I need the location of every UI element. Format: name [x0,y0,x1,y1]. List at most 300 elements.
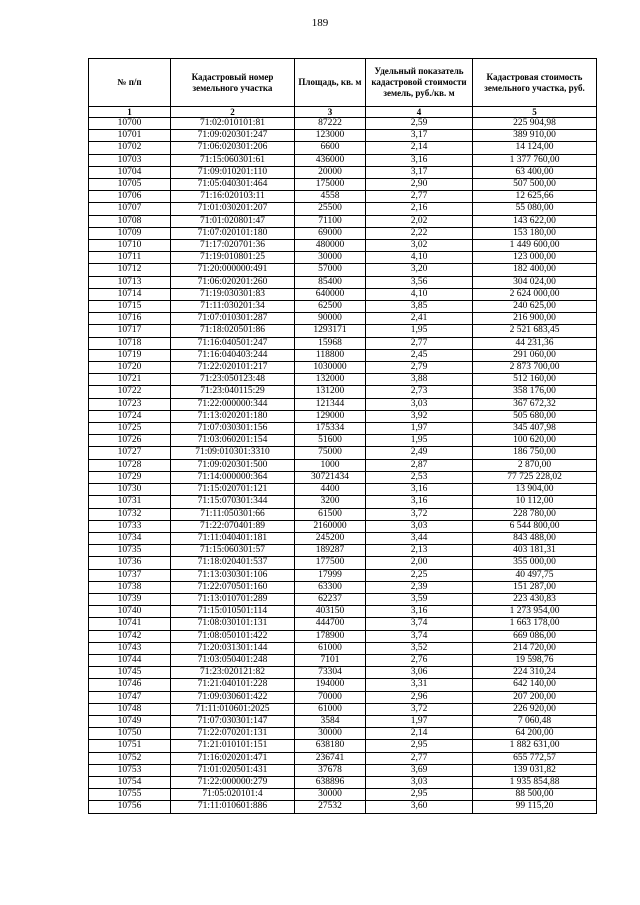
cadastral-number-cell: 71:23:050123:48 [171,374,295,386]
unit-value-cell: 1,97 [366,715,473,727]
table-row [89,545,597,557]
row-number-cell: 10755 [89,789,171,801]
unit-value-cell: 3,88 [366,374,473,386]
row-number-cell: 10752 [89,752,171,764]
cadastral-value-cell: 345 407,98 [473,423,597,435]
unit-value-cell: 3,16 [366,606,473,618]
area-cell: 177500 [295,557,366,569]
cadastral-value-cell: 403 181,31 [473,545,597,557]
row-number-cell: 10700 [89,118,171,130]
row-number-cell: 10747 [89,691,171,703]
cadastral-number-cell: 71:16:040403:244 [171,349,295,361]
area-cell: 640000 [295,288,366,300]
area-cell: 61000 [295,642,366,654]
table-row [89,740,597,752]
cadastral-number-cell: 71:22:020101:217 [171,362,295,374]
table-row [89,728,597,740]
cadastral-value-cell: 1 273 954,00 [473,606,597,618]
table-row [89,801,597,813]
column-number: 2 [171,107,295,118]
cadastral-number-cell: 71:11:030201:34 [171,301,295,313]
column-number: 4 [366,107,473,118]
row-number-cell: 10741 [89,618,171,630]
cadastral-number-cell: 71:15:070301:344 [171,496,295,508]
table-row [89,398,597,410]
cadastral-value-cell: 14 124,00 [473,142,597,154]
area-cell: 51600 [295,435,366,447]
cadastral-value-cell: 10 112,00 [473,496,597,508]
table-row [89,288,597,300]
area-cell: 638180 [295,740,366,752]
column-number: 5 [473,107,597,118]
row-number-cell: 10742 [89,630,171,642]
area-cell: 175334 [295,423,366,435]
unit-value-cell: 2,90 [366,179,473,191]
row-number-cell: 10728 [89,459,171,471]
table-row [89,313,597,325]
table-row [89,386,597,398]
cadastral-number-cell: 71:09:010301:3310 [171,447,295,459]
unit-value-cell: 2,25 [366,569,473,581]
cadastral-number-cell: 71:06:020301:206 [171,142,295,154]
cadastral-number-cell: 71:02:010101:81 [171,118,295,130]
cadastral-value-cell: 367 672,32 [473,398,597,410]
area-cell: 131200 [295,386,366,398]
cadastral-number-cell: 71:01:020801:47 [171,215,295,227]
cadastral-value-cell: 2 873 700,00 [473,362,597,374]
cadastral-number-cell: 71:17:020701:36 [171,240,295,252]
cadastral-number-cell: 71:11:040401:181 [171,532,295,544]
cadastral-value-cell: 1 882 631,00 [473,740,597,752]
cadastral-value-cell: 655 772,57 [473,752,597,764]
cadastral-value-cell: 223 430,83 [473,593,597,605]
row-number-cell: 10703 [89,154,171,166]
unit-value-cell: 3,03 [366,520,473,532]
row-number-cell: 10729 [89,471,171,483]
row-number-cell: 10715 [89,301,171,313]
cadastral-value-cell: 7 060,48 [473,715,597,727]
table-row [89,301,597,313]
row-number-cell: 10721 [89,374,171,386]
area-cell: 1293171 [295,325,366,337]
column-number-row [89,107,597,118]
area-cell: 30000 [295,789,366,801]
unit-value-cell: 2,02 [366,215,473,227]
row-number-cell: 10707 [89,203,171,215]
cadastral-value-cell: 88 500,00 [473,789,597,801]
cadastral-value-cell: 1 663 178,00 [473,618,597,630]
area-cell: 444700 [295,618,366,630]
area-cell: 69000 [295,227,366,239]
cadastral-value-cell: 240 625,00 [473,301,597,313]
unit-value-cell: 2,45 [366,349,473,361]
area-cell: 403150 [295,606,366,618]
cadastral-number-cell: 71:23:020121:82 [171,667,295,679]
row-number-cell: 10714 [89,288,171,300]
table-row [89,264,597,276]
table-row [89,532,597,544]
row-number-cell: 10724 [89,410,171,422]
cadastral-number-cell: 71:07:030301:147 [171,715,295,727]
row-number-cell: 10753 [89,764,171,776]
table-row [89,471,597,483]
row-number-cell: 10720 [89,362,171,374]
cadastral-value-cell: 77 725 228,02 [473,471,597,483]
unit-value-cell: 2,00 [366,557,473,569]
header-unit-value: Удельный показатель кадастровой стоимости земель, руб./кв. м [366,59,473,107]
row-number-cell: 10751 [89,740,171,752]
table-row [89,203,597,215]
table-row [89,374,597,386]
area-cell: 3584 [295,715,366,727]
area-cell: 121344 [295,398,366,410]
unit-value-cell: 2,16 [366,203,473,215]
cadastral-number-cell: 71:07:020101:180 [171,227,295,239]
area-cell: 6600 [295,142,366,154]
cadastral-value-cell: 44 231,36 [473,337,597,349]
table-row [89,557,597,569]
row-number-cell: 10709 [89,227,171,239]
table-row [89,325,597,337]
cadastral-number-cell: 71:22:000000:279 [171,776,295,788]
area-cell: 30000 [295,728,366,740]
unit-value-cell: 2,95 [366,740,473,752]
row-number-cell: 10736 [89,557,171,569]
cadastral-value-cell: 207 200,00 [473,691,597,703]
cadastral-value-cell: 63 400,00 [473,166,597,178]
unit-value-cell: 2,96 [366,691,473,703]
unit-value-cell: 3,72 [366,508,473,520]
cadastral-value-cell: 1 935 854,88 [473,776,597,788]
cadastral-number-cell: 71:13:020201:180 [171,410,295,422]
area-cell: 436000 [295,154,366,166]
cadastral-value-cell: 389 910,00 [473,130,597,142]
unit-value-cell: 2,14 [366,728,473,740]
unit-value-cell: 3,16 [366,496,473,508]
cadastral-number-cell: 71:13:030301:106 [171,569,295,581]
table-row [89,252,597,264]
area-cell: 1030000 [295,362,366,374]
unit-value-cell: 3,02 [366,240,473,252]
row-number-cell: 10701 [89,130,171,142]
row-number-cell: 10708 [89,215,171,227]
row-number-cell: 10726 [89,435,171,447]
cadastral-number-cell: 71:22:070201:131 [171,728,295,740]
cadastral-value-cell: 40 497,75 [473,569,597,581]
row-number-cell: 10756 [89,801,171,813]
cadastral-value-cell: 182 400,00 [473,264,597,276]
unit-value-cell: 3,20 [366,264,473,276]
cadastral-number-cell: 71:09:020301:247 [171,130,295,142]
cadastral-value-cell: 843 488,00 [473,532,597,544]
table-row [89,130,597,142]
area-cell: 87222 [295,118,366,130]
cadastral-value-table [88,58,597,814]
table-row [89,508,597,520]
cadastral-number-cell: 71:06:020201:260 [171,276,295,288]
area-cell: 129000 [295,410,366,422]
table-row [89,715,597,727]
column-number: 1 [89,107,171,118]
cadastral-number-cell: 71:11:010601:886 [171,801,295,813]
cadastral-number-cell: 71:19:030301:83 [171,288,295,300]
row-number-cell: 10745 [89,667,171,679]
cadastral-value-cell: 123 000,00 [473,252,597,264]
row-number-cell: 10738 [89,581,171,593]
table-row [89,569,597,581]
row-number-cell: 10749 [89,715,171,727]
page-number: 189 [311,17,329,29]
unit-value-cell: 2,59 [366,118,473,130]
unit-value-cell: 3,74 [366,630,473,642]
unit-value-cell: 3,31 [366,679,473,691]
unit-value-cell: 3,16 [366,484,473,496]
cadastral-number-cell: 71:18:020501:86 [171,325,295,337]
table-row [89,215,597,227]
area-cell: 75000 [295,447,366,459]
row-number-cell: 10710 [89,240,171,252]
cadastral-number-cell: 71:15:010501:114 [171,606,295,618]
cadastral-number-cell: 71:16:020103:11 [171,191,295,203]
column-number: 3 [295,107,366,118]
unit-value-cell: 3,74 [366,618,473,630]
table-row [89,606,597,618]
cadastral-value-cell: 139 031,82 [473,764,597,776]
unit-value-cell: 3,17 [366,166,473,178]
table-row [89,691,597,703]
row-number-cell: 10723 [89,398,171,410]
cadastral-value-cell: 216 900,00 [473,313,597,325]
area-cell: 61000 [295,703,366,715]
header-cadastral-number: Кадастровый номер земельного участка [171,59,295,107]
area-cell: 30000 [295,252,366,264]
cadastral-value-cell: 55 080,00 [473,203,597,215]
cadastral-number-cell: 71:11:010601:2025 [171,703,295,715]
table-row [89,191,597,203]
cadastral-number-cell: 71:08:030101:131 [171,618,295,630]
row-number-cell: 10734 [89,532,171,544]
row-number-cell: 10731 [89,496,171,508]
cadastral-number-cell: 71:08:050101:422 [171,630,295,642]
unit-value-cell: 4,10 [366,288,473,300]
area-cell: 90000 [295,313,366,325]
cadastral-number-cell: 71:23:040115:29 [171,386,295,398]
cadastral-value-cell: 214 720,00 [473,642,597,654]
unit-value-cell: 2,77 [366,191,473,203]
area-cell: 71100 [295,215,366,227]
cadastral-number-cell: 71:15:020701:121 [171,484,295,496]
area-cell: 63300 [295,581,366,593]
row-number-cell: 10743 [89,642,171,654]
cadastral-value-cell: 1 449 600,00 [473,240,597,252]
row-number-cell: 10735 [89,545,171,557]
unit-value-cell: 3,03 [366,398,473,410]
area-cell: 85400 [295,276,366,288]
cadastral-number-cell: 71:05:040301:464 [171,179,295,191]
cadastral-number-cell: 71:16:040501:247 [171,337,295,349]
cadastral-number-cell: 71:09:010201:110 [171,166,295,178]
unit-value-cell: 2,22 [366,227,473,239]
cadastral-number-cell: 71:15:060301:61 [171,154,295,166]
row-number-cell: 10727 [89,447,171,459]
area-cell: 17999 [295,569,366,581]
cadastral-number-cell: 71:22:070501:160 [171,581,295,593]
cadastral-number-cell: 71:21:040101:228 [171,679,295,691]
table-row [89,349,597,361]
cadastral-number-cell: 71:15:060301:57 [171,545,295,557]
row-number-cell: 10719 [89,349,171,361]
row-number-cell: 10739 [89,593,171,605]
area-cell: 30721434 [295,471,366,483]
unit-value-cell: 3,85 [366,301,473,313]
cadastral-number-cell: 71:13:010701:289 [171,593,295,605]
cadastral-number-cell: 71:03:060201:154 [171,435,295,447]
area-cell: 61500 [295,508,366,520]
row-number-cell: 10730 [89,484,171,496]
table-row [89,142,597,154]
cadastral-value-cell: 186 750,00 [473,447,597,459]
table-row [89,679,597,691]
cadastral-number-cell: 71:20:000000:491 [171,264,295,276]
area-cell: 2160000 [295,520,366,532]
area-cell: 175000 [295,179,366,191]
cadastral-number-cell: 71:05:020101:4 [171,789,295,801]
table-row [89,789,597,801]
cadastral-value-cell: 225 904,98 [473,118,597,130]
cadastral-value-cell: 642 140,00 [473,679,597,691]
cadastral-value-cell: 12 625,66 [473,191,597,203]
cadastral-value-cell: 505 680,00 [473,410,597,422]
unit-value-cell: 1,95 [366,325,473,337]
cadastral-value-cell: 228 780,00 [473,508,597,520]
area-cell: 15968 [295,337,366,349]
table-header-row [89,59,597,107]
cadastral-value-cell: 355 000,00 [473,557,597,569]
table-row [89,362,597,374]
row-number-cell: 10748 [89,703,171,715]
table-row [89,276,597,288]
table-row [89,227,597,239]
row-number-cell: 10737 [89,569,171,581]
row-number-cell: 10711 [89,252,171,264]
table-row [89,118,597,130]
area-cell: 638896 [295,776,366,788]
table-row [89,764,597,776]
unit-value-cell: 2,14 [366,142,473,154]
cadastral-value-cell: 226 920,00 [473,703,597,715]
row-number-cell: 10754 [89,776,171,788]
unit-value-cell: 2,49 [366,447,473,459]
area-cell: 25500 [295,203,366,215]
cadastral-value-cell: 1 377 760,00 [473,154,597,166]
header-row-number: № п/п [89,59,171,107]
unit-value-cell: 3,59 [366,593,473,605]
table-row [89,581,597,593]
area-cell: 194000 [295,679,366,691]
area-cell: 123000 [295,130,366,142]
table-row [89,166,597,178]
cadastral-number-cell: 71:09:030601:422 [171,691,295,703]
cadastral-number-cell: 71:11:050301:66 [171,508,295,520]
cadastral-value-cell: 153 180,00 [473,227,597,239]
area-cell: 4400 [295,484,366,496]
area-cell: 27532 [295,801,366,813]
cadastral-value-cell: 2 521 683,45 [473,325,597,337]
unit-value-cell: 2,77 [366,337,473,349]
table-row [89,337,597,349]
cadastral-number-cell: 71:01:020501:431 [171,764,295,776]
cadastral-number-cell: 71:18:020401:537 [171,557,295,569]
unit-value-cell: 2,76 [366,654,473,666]
row-number-cell: 10705 [89,179,171,191]
table-row [89,667,597,679]
row-number-cell: 10717 [89,325,171,337]
row-number-cell: 10744 [89,654,171,666]
unit-value-cell: 1,95 [366,435,473,447]
header-cadastral-value: Кадастровая стоимость земельного участка, руб. [473,59,597,107]
table-row [89,484,597,496]
table-row [89,447,597,459]
cadastral-value-cell: 224 310,24 [473,667,597,679]
area-cell: 62237 [295,593,366,605]
area-cell: 73304 [295,667,366,679]
area-cell: 178900 [295,630,366,642]
cadastral-value-cell: 143 622,00 [473,215,597,227]
cadastral-number-cell: 71:22:000000:344 [171,398,295,410]
row-number-cell: 10733 [89,520,171,532]
cadastral-value-cell: 19 598,76 [473,654,597,666]
cadastral-number-cell: 71:21:010101:151 [171,740,295,752]
unit-value-cell: 2,39 [366,581,473,593]
cadastral-value-cell: 64 200,00 [473,728,597,740]
area-cell: 70000 [295,691,366,703]
row-number-cell: 10718 [89,337,171,349]
unit-value-cell: 3,56 [366,276,473,288]
area-cell: 132000 [295,374,366,386]
row-number-cell: 10716 [89,313,171,325]
unit-value-cell: 3,17 [366,130,473,142]
cadastral-value-cell: 358 176,00 [473,386,597,398]
cadastral-value-cell: 2 870,00 [473,459,597,471]
row-number-cell: 10702 [89,142,171,154]
unit-value-cell: 3,69 [366,764,473,776]
row-number-cell: 10746 [89,679,171,691]
table-row [89,752,597,764]
unit-value-cell: 3,06 [366,667,473,679]
area-cell: 236741 [295,752,366,764]
table-row [89,642,597,654]
unit-value-cell: 2,41 [366,313,473,325]
unit-value-cell: 4,10 [366,252,473,264]
area-cell: 118800 [295,349,366,361]
cadastral-value-cell: 304 024,00 [473,276,597,288]
cadastral-value-cell: 507 500,00 [473,179,597,191]
cadastral-number-cell: 71:07:030301:156 [171,423,295,435]
cadastral-value-cell: 151 287,00 [473,581,597,593]
unit-value-cell: 3,72 [366,703,473,715]
area-cell: 20000 [295,166,366,178]
area-cell: 7101 [295,654,366,666]
unit-value-cell: 2,79 [366,362,473,374]
cadastral-number-cell: 71:09:020301:500 [171,459,295,471]
table-row [89,179,597,191]
table-row [89,776,597,788]
cadastral-value-cell: 669 086,00 [473,630,597,642]
unit-value-cell: 3,60 [366,801,473,813]
area-cell: 62500 [295,301,366,313]
table-row [89,459,597,471]
unit-value-cell: 2,95 [366,789,473,801]
